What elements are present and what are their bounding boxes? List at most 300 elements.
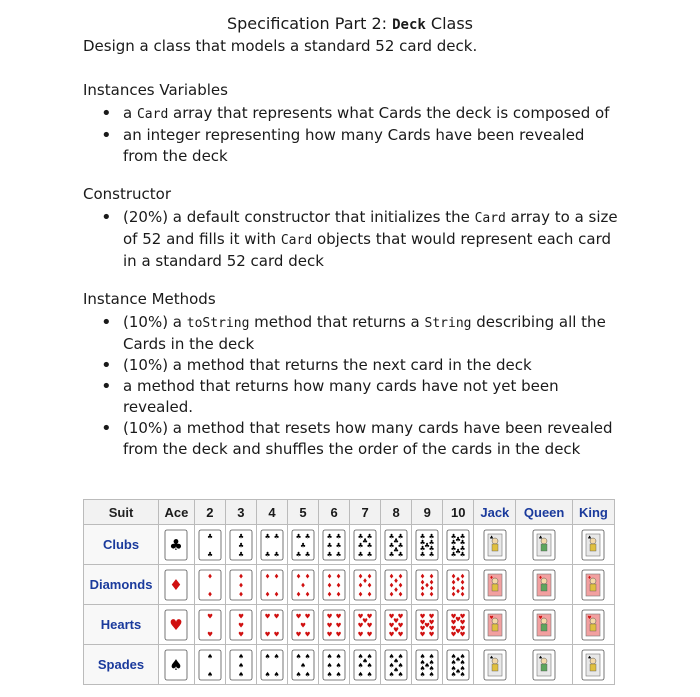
svg-text:♦: ♦ xyxy=(237,581,244,589)
card-4-of-spades xyxy=(260,649,284,681)
list-item: • (10%) a toString method that returns a String describing all the Cards in the deck xyxy=(123,312,623,355)
svg-text:♥: ♥ xyxy=(450,630,457,638)
svg-text:♦: ♦ xyxy=(326,581,333,589)
card-8-of-diamonds xyxy=(384,569,408,601)
svg-text:♠: ♠ xyxy=(273,652,280,660)
svg-text:♥: ♥ xyxy=(419,612,426,620)
card-cell xyxy=(350,525,381,565)
svg-text:♣: ♣ xyxy=(264,532,271,540)
svg-text:♣: ♣ xyxy=(424,541,431,549)
column-header-5: 5 xyxy=(287,500,318,525)
svg-text:♠: ♠ xyxy=(264,652,271,660)
bullet-list xyxy=(83,103,623,167)
svg-text:♦: ♦ xyxy=(357,572,364,580)
svg-text:♥: ♥ xyxy=(428,624,435,632)
svg-text:♥: ♥ xyxy=(335,621,342,629)
svg-text:♠: ♠ xyxy=(366,661,373,669)
svg-text:♣: ♣ xyxy=(428,550,435,558)
page-title xyxy=(0,14,700,33)
svg-text:♦: ♦ xyxy=(326,590,333,598)
svg-text:♦: ♦ xyxy=(419,590,426,598)
title-suffix: Class xyxy=(425,14,474,33)
card-ace-of-clubs xyxy=(164,529,188,561)
svg-text:♥: ♥ xyxy=(419,624,426,632)
svg-text:♥: ♥ xyxy=(206,630,213,638)
svg-text:♠: ♠ xyxy=(237,670,244,678)
svg-text:♣: ♣ xyxy=(237,541,244,549)
card-cell xyxy=(412,645,443,685)
svg-text:♣: ♣ xyxy=(393,545,400,554)
title-prefix: Specification Part 2: xyxy=(226,14,393,33)
card-7-of-diamonds xyxy=(353,569,377,601)
svg-text:♥: ♥ xyxy=(459,624,466,632)
card-cell xyxy=(225,645,256,685)
svg-text:♥: ♥ xyxy=(428,612,435,620)
card-cell xyxy=(319,605,350,645)
svg-text:♣: ♣ xyxy=(366,532,373,540)
svg-text:♥: ♥ xyxy=(237,630,244,638)
svg-text:♦: ♦ xyxy=(237,572,244,580)
svg-text:♦: ♦ xyxy=(397,581,404,589)
svg-text:♦: ♦ xyxy=(428,584,435,592)
column-header-6: 6 xyxy=(319,500,350,525)
svg-text:♦: ♦ xyxy=(428,590,435,598)
svg-text:♠: ♠ xyxy=(304,670,311,678)
svg-text:♣: ♣ xyxy=(237,550,244,558)
svg-text:♦: ♦ xyxy=(237,590,244,598)
svg-text:♦: ♦ xyxy=(428,572,435,580)
svg-text:♠: ♠ xyxy=(295,652,302,660)
svg-text:♠: ♠ xyxy=(237,661,244,669)
svg-text:♠: ♠ xyxy=(393,656,400,665)
column-header-10: 10 xyxy=(443,500,474,525)
card-5-of-spades xyxy=(291,649,315,681)
card-cell xyxy=(474,605,516,645)
suit-name-clubs[interactable]: Clubs xyxy=(84,525,159,565)
svg-text:♠: ♠ xyxy=(419,670,426,678)
svg-text:♣: ♣ xyxy=(455,547,462,555)
svg-text:♦: ♦ xyxy=(393,576,400,585)
card-jack-of-diamonds xyxy=(483,569,507,601)
svg-text:♥: ♥ xyxy=(388,630,395,638)
svg-text:♥: ♥ xyxy=(335,630,342,638)
card-cell xyxy=(319,645,350,685)
svg-text:♦: ♦ xyxy=(169,575,184,594)
card-ace-of-diamonds xyxy=(164,569,188,601)
card-3-of-clubs xyxy=(229,529,253,561)
svg-text:♣: ♣ xyxy=(362,536,369,545)
card-cell xyxy=(412,565,443,605)
svg-text:♠: ♠ xyxy=(450,652,457,660)
card-cell xyxy=(256,605,287,645)
svg-text:♠: ♠ xyxy=(326,652,333,660)
svg-text:♣: ♣ xyxy=(419,550,426,558)
playing-card-table xyxy=(83,499,615,686)
svg-text:♥: ♥ xyxy=(273,630,280,638)
card-7-of-hearts xyxy=(353,609,377,641)
svg-text:♣: ♣ xyxy=(295,550,302,558)
list-item: • a Card array that represents what Cards the deck is composed of xyxy=(123,103,623,125)
card-5-of-hearts xyxy=(291,609,315,641)
svg-text:♦: ♦ xyxy=(335,590,342,598)
card-4-of-diamonds xyxy=(260,569,284,601)
card-king-of-clubs xyxy=(581,529,605,561)
svg-text:♦: ♦ xyxy=(388,572,395,580)
svg-text:♠: ♠ xyxy=(397,661,404,669)
svg-text:♣: ♣ xyxy=(366,541,373,549)
card-10-of-diamonds xyxy=(446,569,470,601)
svg-text:♥: ♥ xyxy=(295,612,302,620)
card-cell xyxy=(572,645,614,685)
svg-text:♣: ♣ xyxy=(300,541,306,549)
svg-text:♠: ♠ xyxy=(455,655,462,663)
card-2-of-diamonds xyxy=(198,569,222,601)
card-cell xyxy=(350,565,381,605)
svg-text:♦: ♦ xyxy=(206,572,213,580)
svg-text:♣: ♣ xyxy=(450,532,457,540)
card-cell xyxy=(516,565,572,605)
svg-text:♠: ♠ xyxy=(455,667,462,675)
svg-text:♣: ♣ xyxy=(450,544,457,552)
card-2-of-spades xyxy=(198,649,222,681)
card-6-of-hearts xyxy=(322,609,346,641)
svg-text:♠: ♠ xyxy=(489,655,494,661)
svg-text:♠: ♠ xyxy=(357,670,364,678)
card-6-of-spades xyxy=(322,649,346,681)
table-header-row xyxy=(84,500,615,525)
svg-text:♦: ♦ xyxy=(459,572,466,580)
svg-text:♣: ♣ xyxy=(419,538,426,546)
card-cell xyxy=(350,645,381,685)
card-cell xyxy=(225,525,256,565)
svg-text:♣: ♣ xyxy=(450,538,457,546)
card-6-of-diamonds xyxy=(322,569,346,601)
svg-text:♠: ♠ xyxy=(538,655,543,661)
card-jack-of-spades xyxy=(483,649,507,681)
column-header-jack[interactable]: Jack xyxy=(474,500,516,525)
svg-text:♠: ♠ xyxy=(326,661,333,669)
svg-text:♠: ♠ xyxy=(264,670,271,678)
svg-text:♦: ♦ xyxy=(264,572,271,580)
section-instance-variables xyxy=(83,80,623,167)
svg-text:♦: ♦ xyxy=(273,572,280,580)
card-cell xyxy=(225,605,256,645)
card-cell xyxy=(516,645,572,685)
svg-text:♥: ♥ xyxy=(455,615,462,623)
card-4-of-clubs xyxy=(260,529,284,561)
svg-text:♣: ♣ xyxy=(388,541,395,549)
card-cell xyxy=(412,605,443,645)
svg-text:♦: ♦ xyxy=(397,572,404,580)
svg-text:♠: ♠ xyxy=(388,670,395,678)
svg-text:♥: ♥ xyxy=(419,630,426,638)
column-header-suit: Suit xyxy=(84,500,159,525)
card-7-of-clubs xyxy=(353,529,377,561)
card-3-of-diamonds xyxy=(229,569,253,601)
card-3-of-hearts xyxy=(229,609,253,641)
svg-text:♥: ♥ xyxy=(295,630,302,638)
svg-text:♠: ♠ xyxy=(459,664,466,672)
svg-text:♥: ♥ xyxy=(450,618,457,626)
table-row xyxy=(84,525,615,565)
svg-text:♦: ♦ xyxy=(273,590,280,598)
svg-text:♣: ♣ xyxy=(459,532,466,540)
svg-text:♥: ♥ xyxy=(264,612,271,620)
column-header-ace: Ace xyxy=(159,500,195,525)
card-10-of-clubs xyxy=(446,529,470,561)
svg-text:♦: ♦ xyxy=(459,578,466,586)
card-king-of-diamonds xyxy=(581,569,605,601)
svg-text:♥: ♥ xyxy=(428,630,435,638)
svg-text:♣: ♣ xyxy=(393,536,400,545)
card-cell xyxy=(287,525,318,565)
card-5-of-diamonds xyxy=(291,569,315,601)
svg-text:♠: ♠ xyxy=(366,670,373,678)
svg-text:♦: ♦ xyxy=(264,590,271,598)
svg-text:♣: ♣ xyxy=(326,550,333,558)
list-item: • (10%) a method that resets how many cards have been revealed from the deck and shuffles the order of the cards in the deck xyxy=(123,418,623,460)
card-cell xyxy=(474,645,516,685)
svg-text:♠: ♠ xyxy=(587,655,592,661)
svg-text:♥: ♥ xyxy=(357,621,364,629)
svg-text:♠: ♠ xyxy=(459,658,466,666)
svg-text:♠: ♠ xyxy=(326,670,333,678)
svg-text:♠: ♠ xyxy=(295,670,302,678)
table-row xyxy=(84,565,615,605)
card-cell xyxy=(159,565,195,605)
svg-text:♦: ♦ xyxy=(326,572,333,580)
svg-text:♥: ♥ xyxy=(489,615,494,621)
svg-text:♠: ♠ xyxy=(428,658,435,666)
card-7-of-spades xyxy=(353,649,377,681)
svg-text:♣: ♣ xyxy=(264,550,271,558)
card-cell xyxy=(319,565,350,605)
card-3-of-spades xyxy=(229,649,253,681)
svg-text:♠: ♠ xyxy=(237,652,244,660)
svg-text:♥: ♥ xyxy=(362,616,369,625)
svg-text:♥: ♥ xyxy=(366,621,373,629)
svg-text:♥: ♥ xyxy=(587,615,592,621)
svg-text:♦: ♦ xyxy=(295,572,302,580)
svg-text:♦: ♦ xyxy=(357,581,364,589)
card-table xyxy=(83,499,615,685)
svg-text:♣: ♣ xyxy=(428,544,435,552)
column-header-king[interactable]: King xyxy=(572,500,614,525)
card-queen-of-clubs xyxy=(532,529,556,561)
column-header-2: 2 xyxy=(194,500,225,525)
column-header-7: 7 xyxy=(350,500,381,525)
svg-text:♠: ♠ xyxy=(450,658,457,666)
svg-text:♠: ♠ xyxy=(419,658,426,666)
title-code: Deck xyxy=(392,17,426,33)
list-item: • an integer representing how many Cards have been revealed from the deck xyxy=(123,125,623,167)
svg-text:♦: ♦ xyxy=(366,581,373,589)
card-2-of-hearts xyxy=(198,609,222,641)
card-4-of-hearts xyxy=(260,609,284,641)
svg-text:♣: ♣ xyxy=(273,532,280,540)
card-king-of-spades xyxy=(581,649,605,681)
card-cell xyxy=(572,525,614,565)
card-10-of-spades xyxy=(446,649,470,681)
svg-text:♥: ♥ xyxy=(450,612,457,620)
svg-text:♠: ♠ xyxy=(273,670,280,678)
svg-text:♦: ♦ xyxy=(335,581,342,589)
svg-text:♦: ♦ xyxy=(419,584,426,592)
svg-text:♠: ♠ xyxy=(206,652,213,660)
svg-text:♠: ♠ xyxy=(388,652,395,660)
svg-text:♦: ♦ xyxy=(455,587,462,595)
card-cell xyxy=(381,605,412,645)
svg-text:♠: ♠ xyxy=(357,661,364,669)
svg-text:♦: ♦ xyxy=(428,578,435,586)
svg-text:♠: ♠ xyxy=(424,661,431,669)
svg-text:♣: ♣ xyxy=(357,550,364,558)
card-cell xyxy=(443,525,474,565)
svg-text:♣: ♣ xyxy=(206,550,213,558)
card-cell xyxy=(287,565,318,605)
svg-text:♥: ♥ xyxy=(237,612,244,620)
column-header-3: 3 xyxy=(225,500,256,525)
svg-text:♠: ♠ xyxy=(428,664,435,672)
svg-text:♥: ♥ xyxy=(357,612,364,620)
svg-text:♦: ♦ xyxy=(455,575,462,583)
svg-text:♠: ♠ xyxy=(428,670,435,678)
svg-text:♦: ♦ xyxy=(538,575,543,581)
svg-text:♣: ♣ xyxy=(304,550,311,558)
suit-name-hearts[interactable]: Hearts xyxy=(84,605,159,645)
card-cell xyxy=(474,565,516,605)
column-header-queen[interactable]: Queen xyxy=(516,500,572,525)
svg-text:♠: ♠ xyxy=(450,664,457,672)
svg-text:♣: ♣ xyxy=(388,550,395,558)
svg-text:♥: ♥ xyxy=(206,612,213,620)
svg-text:♠: ♠ xyxy=(397,652,404,660)
svg-text:♥: ♥ xyxy=(264,630,271,638)
card-cell xyxy=(225,565,256,605)
svg-text:♣: ♣ xyxy=(455,535,462,543)
svg-text:♦: ♦ xyxy=(357,590,364,598)
svg-text:♣: ♣ xyxy=(335,550,342,558)
svg-text:♣: ♣ xyxy=(357,532,364,540)
section-instance-methods xyxy=(83,289,623,460)
svg-text:♥: ♥ xyxy=(393,616,400,625)
svg-text:♣: ♣ xyxy=(419,544,426,552)
card-cell xyxy=(159,645,195,685)
card-cell xyxy=(412,525,443,565)
svg-text:♥: ♥ xyxy=(273,612,280,620)
card-ace-of-hearts xyxy=(164,609,188,641)
suit-name-spades[interactable]: Spades xyxy=(84,645,159,685)
bullet-list xyxy=(83,207,623,272)
svg-text:♥: ♥ xyxy=(237,621,244,629)
card-cell xyxy=(194,525,225,565)
card-cell xyxy=(194,565,225,605)
svg-text:♦: ♦ xyxy=(450,572,457,580)
table-row xyxy=(84,605,615,645)
svg-text:♠: ♠ xyxy=(366,652,373,660)
svg-text:♣: ♣ xyxy=(489,535,494,541)
card-cell xyxy=(381,645,412,685)
card-cell xyxy=(159,525,195,565)
svg-text:♥: ♥ xyxy=(459,612,466,620)
svg-text:♣: ♣ xyxy=(459,538,466,546)
card-cell xyxy=(159,605,195,645)
card-cell xyxy=(381,525,412,565)
card-8-of-clubs xyxy=(384,529,408,561)
card-cell xyxy=(256,525,287,565)
svg-text:♣: ♣ xyxy=(459,544,466,552)
svg-text:♦: ♦ xyxy=(459,590,466,598)
svg-text:♥: ♥ xyxy=(388,621,395,629)
bullet-list xyxy=(83,312,623,460)
svg-text:♦: ♦ xyxy=(388,590,395,598)
svg-text:♣: ♣ xyxy=(206,532,213,540)
svg-text:♦: ♦ xyxy=(206,590,213,598)
svg-text:♠: ♠ xyxy=(335,670,342,678)
svg-text:♠: ♠ xyxy=(304,652,311,660)
svg-text:♣: ♣ xyxy=(326,541,333,549)
svg-text:♥: ♥ xyxy=(326,612,333,620)
suit-name-diamonds[interactable]: Diamonds xyxy=(84,565,159,605)
card-cell xyxy=(350,605,381,645)
svg-text:♣: ♣ xyxy=(304,532,311,540)
svg-text:♣: ♣ xyxy=(326,532,333,540)
svg-text:♠: ♠ xyxy=(357,652,364,660)
svg-text:♠: ♠ xyxy=(419,664,426,672)
card-queen-of-spades xyxy=(532,649,556,681)
svg-text:♣: ♣ xyxy=(366,550,373,558)
card-queen-of-hearts xyxy=(532,609,556,641)
svg-text:♣: ♣ xyxy=(397,541,404,549)
card-9-of-clubs xyxy=(415,529,439,561)
card-jack-of-hearts xyxy=(483,609,507,641)
svg-text:♣: ♣ xyxy=(273,550,280,558)
list-item: • a method that returns how many cards have not yet been revealed. xyxy=(123,376,623,418)
svg-text:♠: ♠ xyxy=(206,670,213,678)
svg-text:♦: ♦ xyxy=(424,581,431,589)
svg-text:♥: ♥ xyxy=(326,621,333,629)
svg-text:♣: ♣ xyxy=(587,535,592,541)
svg-text:♦: ♦ xyxy=(300,581,306,589)
card-ace-of-spades xyxy=(164,649,188,681)
svg-text:♦: ♦ xyxy=(304,572,311,580)
svg-text:♠: ♠ xyxy=(169,655,184,674)
card-6-of-clubs xyxy=(322,529,346,561)
svg-text:♠: ♠ xyxy=(419,652,426,660)
card-cell xyxy=(516,525,572,565)
svg-text:♥: ♥ xyxy=(397,630,404,638)
svg-text:♠: ♠ xyxy=(300,661,306,669)
svg-text:♦: ♦ xyxy=(388,581,395,589)
svg-text:♣: ♣ xyxy=(169,535,184,554)
svg-text:♣: ♣ xyxy=(335,532,342,540)
svg-text:♣: ♣ xyxy=(428,538,435,546)
card-cell xyxy=(443,645,474,685)
svg-text:♦: ♦ xyxy=(295,590,302,598)
svg-text:♥: ♥ xyxy=(388,612,395,620)
svg-text:♥: ♥ xyxy=(169,615,184,634)
svg-text:♠: ♠ xyxy=(393,665,400,674)
svg-text:♥: ♥ xyxy=(538,615,543,621)
card-cell xyxy=(194,605,225,645)
card-2-of-clubs xyxy=(198,529,222,561)
svg-text:♦: ♦ xyxy=(587,575,592,581)
svg-text:♦: ♦ xyxy=(459,584,466,592)
svg-text:♥: ♥ xyxy=(393,625,400,634)
svg-text:♣: ♣ xyxy=(459,550,466,558)
card-cell xyxy=(516,605,572,645)
table-row xyxy=(84,645,615,685)
